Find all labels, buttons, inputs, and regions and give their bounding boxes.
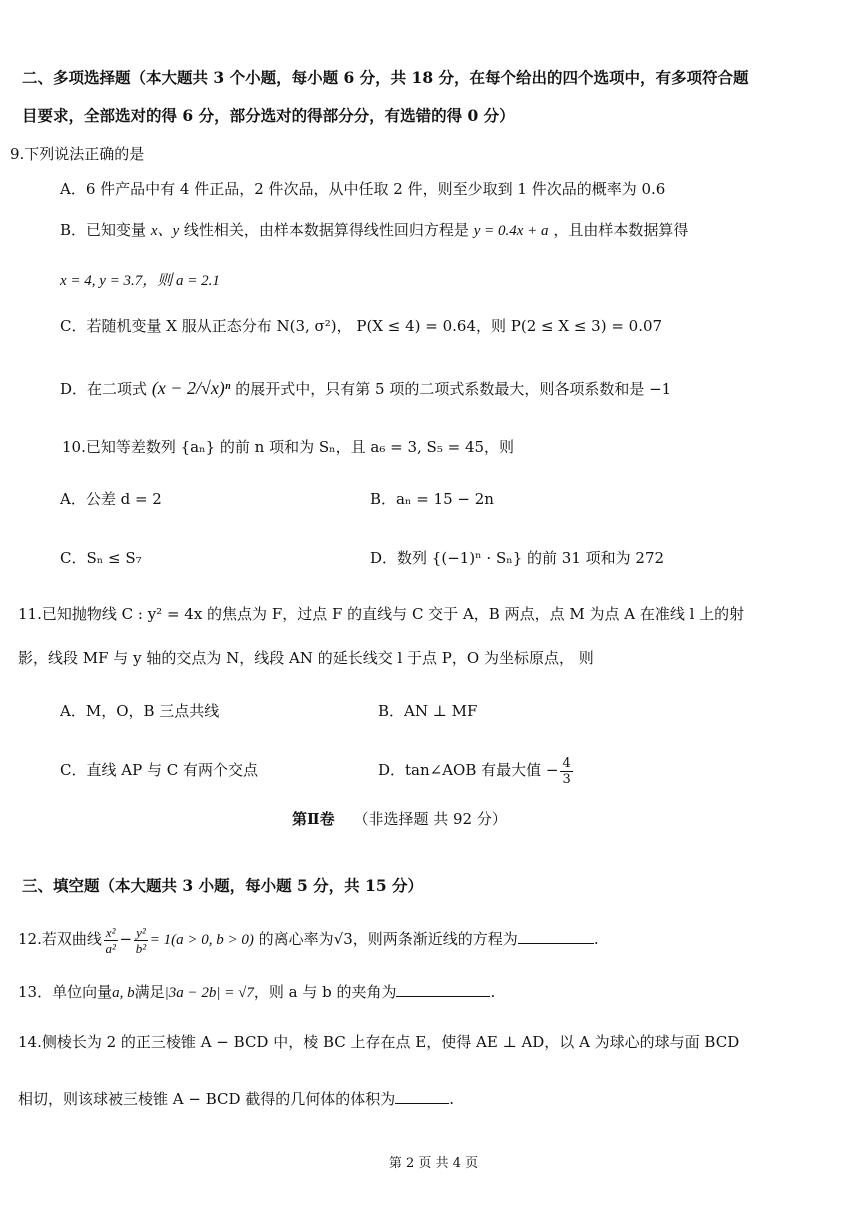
q10-stem: 10.已知等差数列 {aₙ} 的前 n 项和为 Sₙ，且 a₆ = 3, S₅ = 45，则 (62, 438, 515, 456)
q9-option-b-mid: 线性相关，由样本数据算得线性回归方程是 (183, 221, 469, 239)
q12 (18, 922, 599, 957)
q11-stem-line2: 影，线段 MF 与 y 轴的交点为 N，线段 AN 的延长线交 l 于点 P，O 为坐标原点， 则 (18, 649, 594, 667)
q14-line2: 相切，则该球被三棱锥 A − BCD 截得的几何体的体积为 (18, 1090, 396, 1108)
q10-option-c: C．Sₙ ≤ S₇ (60, 549, 142, 567)
q9-option-b-line2: x = 4, y = 3.7，则 a = 2.1 (60, 273, 220, 289)
q13-prefix: 13．单位向量 (18, 983, 113, 1001)
q9-stem: 9.下列说法正确的是 (10, 145, 145, 163)
part2-heading (292, 809, 507, 829)
q14-answer-blank[interactable] (395, 1089, 449, 1104)
q14-end: . (449, 1090, 455, 1108)
q12-fraction-y (134, 925, 148, 956)
q12-end: . (593, 930, 599, 948)
q11-option-a: A．M，O，B 三点共线 (60, 702, 220, 720)
page-number: 第 2 页 共 4 页 (388, 1156, 479, 1171)
q9-option-c: C．若随机变量 X 服从正态分布 N(3, σ²)， P(X ≤ 4) = 0.64，则 P(2 ≤ X ≤ 3) = 0.07 (60, 317, 663, 335)
part2-title: 第Ⅱ卷 (292, 810, 335, 828)
q12-condition: = 1(a > 0, b > 0) (149, 932, 254, 948)
q13-vectors: a, b (112, 985, 135, 1001)
q12-eccentricity: √3 (333, 930, 353, 948)
q9-option-d-suffix: 的展开式中，只有第 5 项的二项式系数最大，则各项系数和是 −1 (235, 380, 672, 398)
q9-option-a: A．6 件产品中有 4 件正品，2 件次品，从中任取 2 件，则至少取到 1 件次品的概率为 0.6 (60, 180, 666, 198)
q12-prefix: 12.若双曲线 (18, 930, 102, 948)
q12-fraction-x (104, 925, 118, 956)
q13-cond-label: 满足 (134, 983, 165, 1001)
q14-line1: 14.侧棱长为 2 的正三棱锥 A − BCD 中，棱 BC 上存在点 E，使得 AE ⊥ AD，以 A 为球心的球与面 BCD (18, 1033, 740, 1051)
q9-option-d-prefix: D．在二项式 (60, 380, 148, 398)
q9-option-b-equation: y = 0.4x + a (473, 223, 549, 239)
q12-fraction-y-denominator: b² (135, 940, 147, 956)
q11-option-d-prefix: D．tan∠AOB 有最大值 − (378, 761, 559, 779)
q12-fraction-x-denominator: a² (105, 940, 116, 956)
q14-line2-wrap (18, 1089, 454, 1109)
q12-fraction-x-numerator: x² (105, 924, 116, 940)
q13 (18, 982, 495, 1003)
q9-option-b-prefix: B．已知变量 (60, 221, 147, 239)
q10-option-a: A．公差 d = 2 (60, 490, 162, 508)
section3-title: 三、填空题（本大题共 3 小题，每小题 5 分，共 15 分） (22, 876, 424, 895)
q11-option-d (378, 752, 575, 788)
q11-option-d-denominator: 3 (562, 771, 571, 787)
q12-minus: − (119, 930, 133, 948)
q13-answer-blank[interactable] (396, 982, 490, 997)
q9-option-d-expr: (x − 2/√x)ⁿ (151, 378, 231, 398)
q11-option-d-numerator: 4 (562, 755, 571, 771)
q13-mid: ，则 a 与 b 的夹角为 (253, 983, 397, 1001)
q11-option-c: C．直线 AP 与 C 有两个交点 (60, 761, 258, 779)
q9-option-b-suffix: ，且由样本数据算得 (553, 221, 689, 239)
q12-suffix: ，则两条渐近线的方程为 (352, 930, 518, 948)
q11-option-b: B．AN ⊥ MF (378, 702, 478, 720)
q11-stem-line1: 11.已知抛物线 C : y² = 4x 的焦点为 F，过点 F 的直线与 C 交于 A，B 两点，点 M 为点 A 在准线 l 上的射 (18, 605, 745, 623)
section2-title-line2: 目要求，全部选对的得 6 分，部分选对的得部分分，有选错的得 0 分） (22, 106, 515, 125)
part2-subtitle: （非选择题 共 92 分） (353, 810, 507, 828)
q10-option-b: B．aₙ = 15 − 2n (370, 490, 494, 508)
q12-fraction-y-numerator: y² (136, 924, 146, 940)
q10-option-d: D．数列 {(−1)ⁿ · Sₙ} 的前 31 项和为 272 (370, 549, 665, 567)
q12-mid: 的离心率为 (258, 930, 334, 948)
q9-option-b-vars: x、y (150, 223, 180, 239)
section2-title-line1: 二、多项选择题（本大题共 3 个小题，每小题 6 分，共 18 分，在每个给出的四个选项中，有多项符合题 (22, 68, 749, 87)
q9-option-b (60, 220, 688, 241)
q12-answer-blank[interactable] (518, 929, 594, 944)
q9-option-d (60, 378, 671, 399)
q11-option-d-fraction (560, 756, 572, 787)
q13-condition: |3a − 2b| = √7 (164, 985, 254, 1001)
q13-end: . (490, 983, 496, 1001)
